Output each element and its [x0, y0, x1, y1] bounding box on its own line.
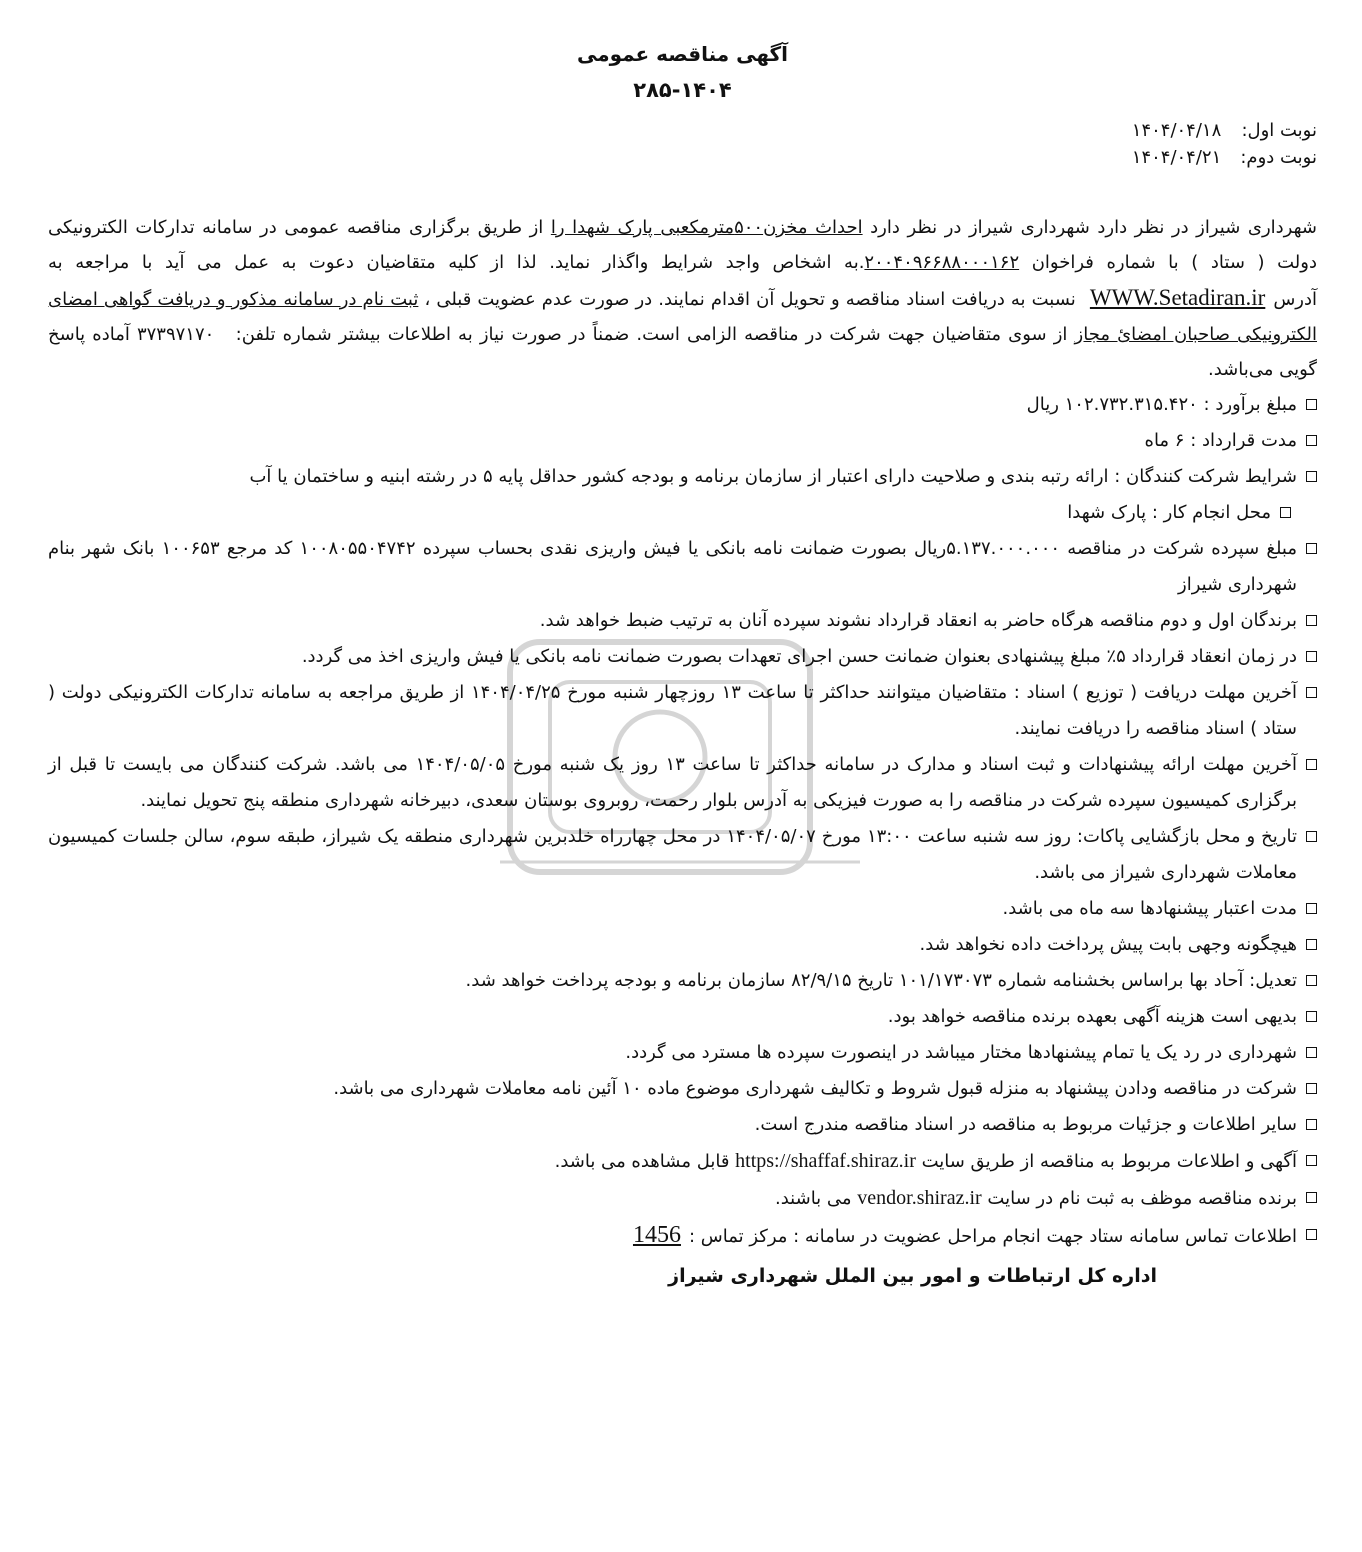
- project-title: احداث مخزن۵۰۰مترمکعبی پارک شهدا را: [550, 217, 863, 238]
- list-item: هیچگونه وجهی بابت پیش پرداخت داده نخواهد شد.: [48, 927, 1317, 963]
- checkbox-icon: [1306, 1229, 1317, 1240]
- checkbox-icon: [1306, 615, 1317, 626]
- shaffaf-link[interactable]: https://shaffaf.shiraz.ir: [735, 1150, 916, 1172]
- list-item: شرکت در مناقصه ودادن پیشنهاد به منزله قبول شروط و تکالیف شهرداری موضوع ماده ۱۰ آئین نامه معاملات شهرداری می باشد.: [48, 1071, 1317, 1107]
- list-item: شرایط شرکت کنندگان : ارائه رتبه بندی و صلاحیت دارای اعتبار از سازمان برنامه و بودجه کشور حداقل پایه ۵ در رشته ابنیه و ساختمان یا آب: [48, 459, 1317, 495]
- vendor-link[interactable]: vendor.shiraz.ir: [857, 1187, 982, 1209]
- contact-text: اطلاعات تماس سامانه ستاد جهت انجام مراحل عضویت در سامانه : مرکز تماس :: [688, 1226, 1297, 1247]
- checkbox-icon: [1306, 831, 1317, 842]
- checkbox-icon: [1306, 1192, 1317, 1203]
- checkbox-icon: [1306, 1011, 1317, 1022]
- intro-part1: شهرداری شیراز در نظر دارد شهرداری شیراز در نظر دارد: [862, 217, 1317, 238]
- intro-part6: آماده پاسخ گویی می‌باشد.: [48, 324, 1317, 380]
- first-turn: [48, 120, 1317, 141]
- checkbox-icon: [1306, 543, 1317, 554]
- second-turn: [48, 147, 1317, 168]
- call-number: ۲۰۰۴۰۹۶۶۸۸۰۰۰۱۶۲: [864, 252, 1020, 273]
- registration-requirement: ثبت نام در سامانه مذکور و دریافت گواهی امضای الکترونیکی صاحبان امضائ مجاز: [48, 289, 1318, 345]
- intro-part4: نسبت به دریافت اسناد مناقصه و تحویل آن اقدام نمایند. در صورت عدم عضویت قبلی ،: [418, 289, 1082, 310]
- intro-part2: از طریق برگزاری مناقصه عمومی در سامانه تدارکات الکترونیکی دولت ( ستاد ) با شماره فراخوان: [48, 217, 1317, 273]
- phone-number: ۳۷۳۹۷۱۷۰: [136, 324, 215, 345]
- intro-part5: از سوی متقاضیان جهت شرکت در مناقصه الزامی است. ضمناً در صورت نیاز به اطلاعات بیشتر شماره تلفن:: [235, 324, 1075, 345]
- list-item: [48, 1217, 1317, 1255]
- checkbox-icon: [1306, 975, 1317, 986]
- list-item: تعدیل: آحاد بها براساس بخشنامه شماره ۱۰۱/۱۷۳۰۷۳ تاریخ ۸۲/۹/۱۵ سازمان برنامه و بودجه پرداخت خواهد شد.: [48, 963, 1317, 999]
- checkbox-icon: [1280, 507, 1291, 518]
- checkbox-icon: [1306, 759, 1317, 770]
- list-item: مدت اعتبار پیشنهادها سه ماه می باشد.: [48, 891, 1317, 927]
- list-item: مبلغ برآورد : ۱۰۲.۷۳۲.۳۱۵.۴۲۰ ریال: [48, 387, 1317, 423]
- list-item: برندگان اول و دوم مناقصه هرگاه حاضر به انعقاد قرارداد نشوند سپرده آنان به ترتیب ضبط خواهد شد.: [48, 603, 1317, 639]
- publication-turns: [48, 120, 1317, 168]
- checkbox-icon: [1306, 399, 1317, 410]
- checkbox-icon: [1306, 903, 1317, 914]
- first-turn-label: نوبت اول:: [1241, 120, 1317, 141]
- list-item: محل انجام کار : پارک شهدا: [48, 495, 1317, 531]
- first-turn-date: ۱۴۰۴/۰۴/۱۸: [1131, 120, 1222, 141]
- checkbox-icon: [1306, 1119, 1317, 1130]
- list-item: مبلغ سپرده شرکت در مناقصه ۵.۱۳۷.۰۰۰.۰۰۰ریال بصورت ضمانت نامه بانکی یا فیش واریزی نقدی بحساب سپرده ۱۰۰۸۰۵۵۰۴۷۴۲ کد مرجع ۱۰۰۶۵۳ بانک شهر بنام شهرداری شیراز: [48, 531, 1317, 603]
- checkbox-icon: [1306, 687, 1317, 698]
- checkbox-icon: [1306, 435, 1317, 446]
- list-item: سایر اطلاعات و جزئیات مربوط به مناقصه در اسناد مناقصه مندرج است.: [48, 1107, 1317, 1143]
- list-item: برنده مناقصه موظف به ثبت نام در سایت vendor.shiraz.ir می باشند.: [48, 1180, 1317, 1217]
- list-item: مدت قرارداد : ۶ ماه: [48, 423, 1317, 459]
- list-item: بدیهی است هزینه آگهی بعهده برنده مناقصه خواهد بود.: [48, 999, 1317, 1035]
- second-turn-date: ۱۴۰۴/۰۴/۲۱: [1131, 147, 1222, 168]
- list-item: آخرین مهلت دریافت ( توزیع ) اسناد : متقاضیان میتوانند حداکثر تا ساعت ۱۳ روزچهار شنبه مورخ ۱۴۰۴/۰۴/۲۵ از طریق مراجعه به سامانه تدارکات الکترونیکی دولت ( ستاد ) اسناد مناقصه را دریافت نمایند.: [48, 675, 1317, 747]
- setadiran-link[interactable]: WWW.Setadiran.ir: [1089, 285, 1266, 310]
- intro-paragraph: [48, 210, 1317, 387]
- list-item: شهرداری در رد یک یا تمام پیشنهادها مختار میباشد در اینصورت سپرده ها مسترد می گردد.: [48, 1035, 1317, 1071]
- second-turn-label: نوبت دوم:: [1240, 147, 1317, 168]
- notice-number: ۲۸۵-۱۴۰۴: [633, 78, 732, 102]
- intro-part3: .به اشخاص واجد شرایط واگذار نماید. لذا از کلیه متقاضیان دعوت به عمل می آید با مراجعه به آدرس: [48, 252, 1317, 310]
- checkbox-icon: [1306, 1083, 1317, 1094]
- list-item: در زمان انعقاد قرارداد ۵٪ مبلغ پیشنهادی بعنوان ضمانت حسن اجرای تعهدات بصورت ضمانت نامه بانکی یا فیش واریزی اخذ می گردد.: [48, 639, 1317, 675]
- hotline-number: 1456: [632, 1222, 681, 1248]
- tender-notice: [0, 42, 1362, 1287]
- checkbox-icon: [1306, 1047, 1317, 1058]
- checkbox-icon: [1306, 1155, 1317, 1166]
- checkbox-icon: [1306, 651, 1317, 662]
- checkbox-icon: [1306, 939, 1317, 950]
- checkbox-icon: [1306, 471, 1317, 482]
- list-item: تاریخ و محل بازگشایی پاکات: روز سه شنبه ساعت ۱۳:۰۰ مورخ ۱۴۰۴/۰۵/۰۷ در محل چهارراه خلدبرین شهرداری منطقه یک شیراز، طبقه سوم، سالن جلسات کمیسیون معاملات شهرداری شیراز می باشد.: [48, 819, 1317, 891]
- list-item: آگهی و اطلاعات مربوط به مناقصه از طریق سایت https://shaffaf.shiraz.ir قابل مشاهده می باشد.: [48, 1143, 1317, 1180]
- notice-title: آگهی مناقصه عمومی: [576, 42, 789, 66]
- issuer-signature: اداره کل ارتباطات و امور بین الملل شهرداری شیراز: [668, 1265, 1157, 1287]
- list-item: آخرین مهلت ارائه پیشنهادات و ثبت اسناد و مدارک در سامانه حداکثر تا ساعت ۱۳ روز یک شنبه مورخ ۱۴۰۴/۰۵/۰۵ می باشد. شرکت کنندگان می بایست تا قبل از برگزاری کمیسیون سپرده شرکت در مناقصه را به صورت فیزیکی به آدرس بلوار رحمت، روبروی بوستان سعدی، دبیرخانه شهرداری منطقه پنج تحویل نمایند.: [48, 747, 1317, 819]
- conditions-list: [48, 387, 1317, 1255]
